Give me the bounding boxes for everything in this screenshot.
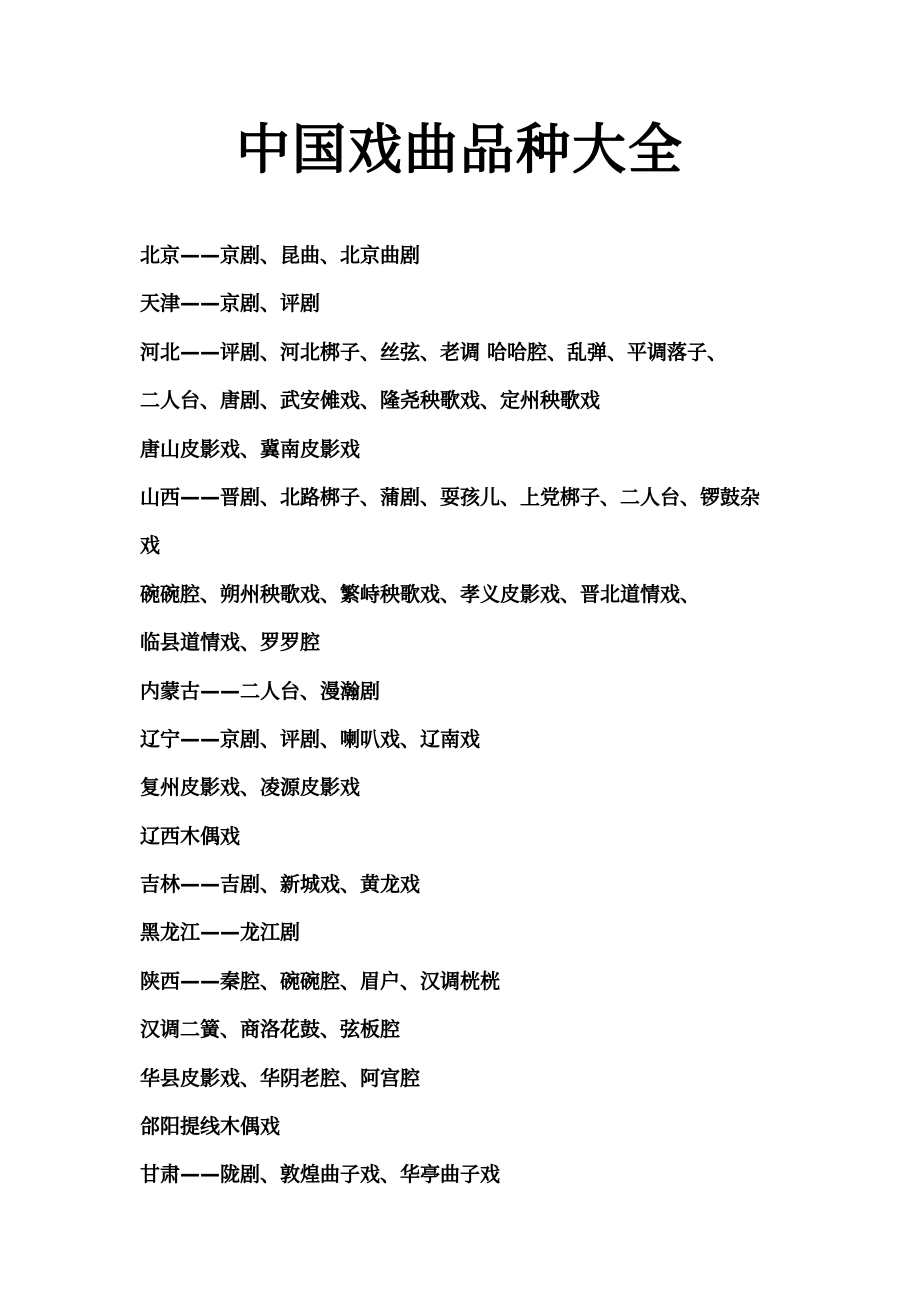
text-line: 郃阳提线木偶戏 — [140, 1114, 280, 1139]
text-line: 二人台、唐剧、武安傩戏、隆尧秧歌戏、定州秧歌戏 — [140, 388, 600, 413]
text-line: 汉调二簧、商洛花鼓、弦板腔 — [140, 1017, 400, 1042]
text-line: 复州皮影戏、凌源皮影戏 — [140, 775, 360, 800]
text-line: 陕西——秦腔、碗碗腔、眉户、汉调桄桄 — [140, 968, 500, 993]
document-title: 中国戏曲品种大全 — [236, 118, 684, 181]
text-line: 山西——晋剧、北路梆子、蒲剧、耍孩儿、上党梆子、二人台、锣鼓杂 — [140, 484, 760, 509]
text-line: 内蒙古——二人台、漫瀚剧 — [140, 678, 380, 703]
text-line: 华县皮影戏、华阴老腔、阿宫腔 — [140, 1065, 420, 1090]
text-line: 北京——京剧、昆曲、北京曲剧 — [140, 243, 420, 267]
text-line: 戏 — [140, 533, 160, 558]
text-line: 河北——评剧、河北梆子、丝弦、老调 哈哈腔、乱弹、平调落子、 — [140, 339, 727, 364]
text-line: 碗碗腔、朔州秧歌戏、繁峙秧歌戏、孝义皮影戏、晋北道情戏、 — [140, 581, 700, 606]
text-line: 甘肃——陇剧、敦煌曲子戏、华亭曲子戏 — [140, 1162, 500, 1187]
text-line: 黑龙江——龙江剧 — [140, 920, 300, 945]
text-line: 辽宁——京剧、评剧、喇叭戏、辽南戏 — [140, 726, 480, 751]
text-line: 唐山皮影戏、冀南皮影戏 — [140, 436, 360, 461]
text-line: 吉林——吉剧、新城戏、黄龙戏 — [140, 872, 420, 897]
text-line: 天津——京剧、评剧 — [140, 291, 320, 316]
document-body — [140, 231, 820, 1199]
text-line: 辽西木偶戏 — [140, 823, 240, 848]
text-line: 临县道情戏、罗罗腔 — [140, 630, 320, 655]
